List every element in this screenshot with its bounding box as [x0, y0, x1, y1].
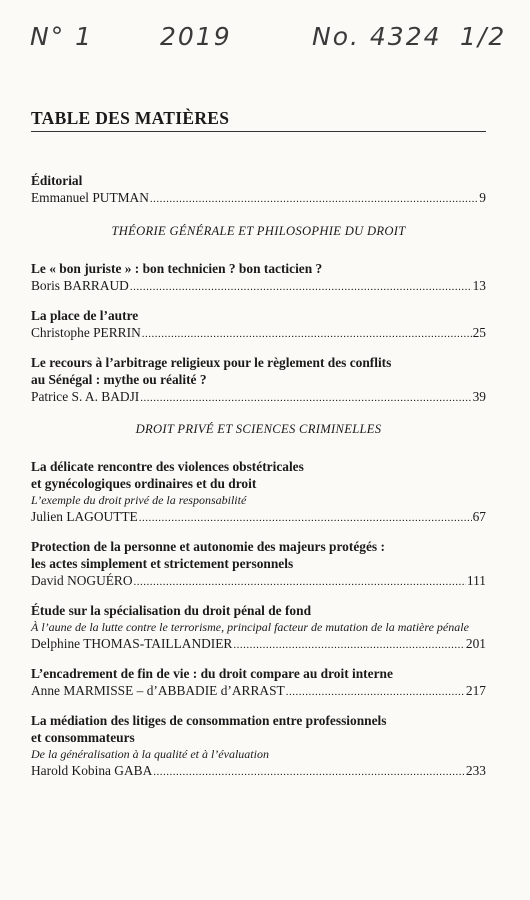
dot-leader	[150, 191, 478, 208]
toc-entry-subtitle: L’exemple du droit privé de la responsabilité	[31, 493, 247, 507]
handwritten-annotation	[22, 22, 512, 62]
toc-entry-subtitle: À l’aune de la lutte contre le terrorisme, principal facteur de mutation de la matière pénale	[31, 620, 469, 634]
toc-entry-page: 111	[466, 573, 486, 588]
handwritten-year: 2019	[160, 22, 232, 51]
toc-entry-page: 13	[472, 278, 486, 293]
toc-entry-title: La place de l’autre	[31, 308, 139, 323]
toc-entry-page: 67	[472, 509, 486, 524]
page-title: TABLE DES MATIÈRES	[31, 108, 230, 128]
toc-entry-title: et gynécologiques ordinaires et du droit	[31, 476, 257, 491]
toc-entry-author: Patrice S. A. BADJI	[31, 389, 140, 404]
toc-entry-page: 39	[472, 389, 486, 404]
table-of-contents	[31, 172, 486, 792]
toc-entry-title: et consommateurs	[31, 730, 135, 745]
toc-entry	[31, 458, 486, 527]
toc-entry-author: David NOGUÉRO	[31, 573, 133, 588]
toc-entry-title: L’encadrement de fin de vie : du droit compare au droit interne	[31, 666, 393, 681]
toc-entry-line	[31, 682, 486, 701]
dot-leader	[286, 684, 465, 701]
handwritten-number: N° 1	[30, 22, 94, 51]
title-divider	[31, 131, 486, 132]
toc-entry	[31, 602, 486, 654]
toc-entry-subtitle: De la généralisation à la qualité et à l’évaluation	[31, 747, 269, 761]
toc-entry-page: 233	[465, 763, 486, 778]
toc-entry-author: Delphine THOMAS-TAILLANDIER	[31, 636, 233, 651]
toc-entry-author: Harold Kobina GABA	[31, 763, 153, 778]
toc-entry-title: La délicate rencontre des violences obstétricales	[31, 459, 304, 474]
toc-entry-title: Protection de la personne et autonomie des majeurs protégés :	[31, 539, 385, 554]
toc-entry	[31, 307, 486, 343]
toc-entry-author: Christophe PERRIN	[31, 325, 141, 340]
toc-entry-title: Éditorial	[31, 173, 83, 188]
toc-entry-page: 9	[479, 190, 486, 205]
toc-entry-title: La médiation des litiges de consommation entre professionnels	[31, 713, 387, 728]
toc-entry-line	[31, 508, 486, 527]
dot-leader	[153, 764, 465, 781]
dot-leader	[140, 390, 471, 407]
dot-leader	[139, 510, 472, 527]
dot-leader	[233, 637, 465, 654]
toc-entry-line	[31, 388, 486, 407]
dot-leader	[134, 574, 466, 591]
toc-entry	[31, 354, 486, 407]
dot-leader	[130, 279, 472, 296]
handwritten-part: 1/2	[460, 22, 507, 51]
section-heading: THÉORIE GÉNÉRALE ET PHILOSOPHIE DU DROIT	[111, 224, 406, 238]
handwritten-issue: No. 4324	[312, 22, 442, 51]
toc-entry-title: les actes simplement et strictement personnels	[31, 556, 294, 571]
toc-entry-line	[31, 324, 486, 343]
toc-entry-line	[31, 189, 486, 208]
toc-entry-line	[31, 572, 486, 591]
toc-entry	[31, 712, 486, 781]
toc-entry	[31, 538, 486, 591]
toc-entry-author: Emmanuel PUTMAN	[31, 190, 149, 205]
toc-sections	[31, 224, 486, 781]
toc-entry	[31, 665, 486, 701]
toc-entry-author: Julien LAGOUTTE	[31, 509, 138, 524]
toc-entry-editorial	[31, 172, 486, 208]
toc-entry-title: au Sénégal : mythe ou réalité ?	[31, 372, 207, 387]
toc-entry	[31, 260, 486, 296]
toc-entry-line	[31, 762, 486, 781]
toc-entry-author: Anne MARMISSE – d’ABBADIE d’ARRAST	[31, 683, 285, 698]
toc-entry-line	[31, 277, 486, 296]
toc-entry-title: Étude sur la spécialisation du droit pénal de fond	[31, 603, 312, 618]
dot-leader	[142, 326, 472, 343]
toc-entry-page: 217	[465, 683, 486, 698]
section-heading: DROIT PRIVÉ ET SCIENCES CRIMINELLES	[135, 422, 382, 436]
toc-entry-title: Le « bon juriste » : bon technicien ? bon tacticien ?	[31, 261, 323, 276]
toc-entry-line	[31, 635, 486, 654]
toc-entry-page: 25	[472, 325, 486, 340]
toc-entry-author: Boris BARRAUD	[31, 278, 129, 293]
toc-entry-page: 201	[465, 636, 486, 651]
toc-entry-title: Le recours à l’arbitrage religieux pour le règlement des conflits	[31, 355, 392, 370]
